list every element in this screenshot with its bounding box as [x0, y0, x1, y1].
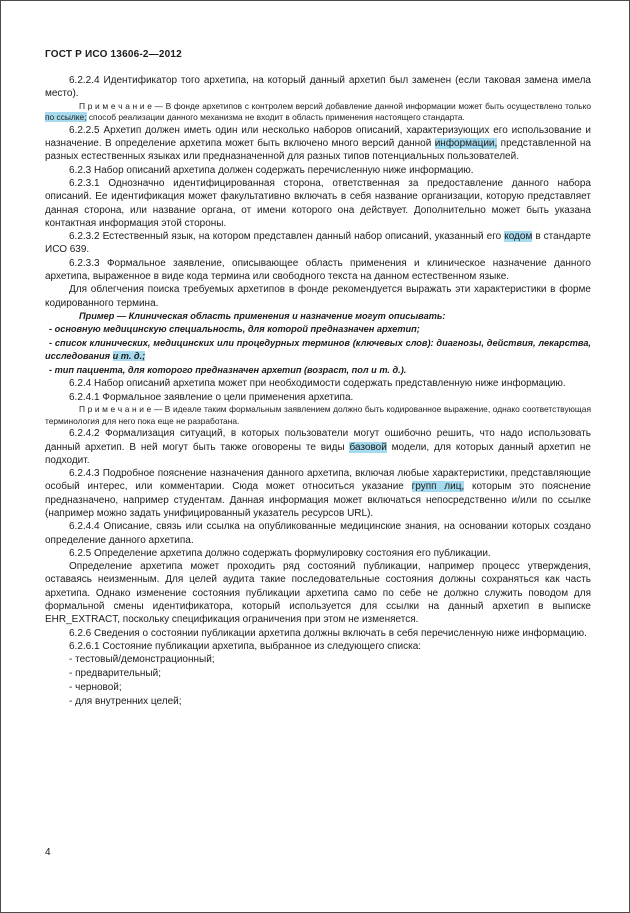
- text-segment: Пример — Клиническая область применения и назначение могут описывать:: [79, 310, 446, 321]
- para-6-2-4: [45, 377, 591, 390]
- text-segment: 6.2.3 Набор описаний архетипа должен содержать перечисленную ниже информацию.: [69, 164, 474, 176]
- text-segment: 6.2.4 Набор описаний архетипа может при необходимости содержать представленную ниже информацию.: [69, 378, 566, 390]
- text-segment: модели, для которых данный архетип не подходит.: [45, 441, 591, 466]
- text-segment: 6.2.4.2 Формализация ситуаций, в которых пользователи могут ошибочно решить, что надо использовать данный архетип. В ней могут быть также оговорены те виды: [45, 428, 591, 453]
- text-segment: - список клинических, медицинских или процедурных терминов (ключевых слов): диагнозы, действия, лекарства, исследования: [45, 337, 591, 362]
- text-segment: - основную медицинскую специальность, для которой предназначен архетип;: [49, 324, 420, 335]
- para-6-2-4-3: [45, 467, 591, 520]
- note-2: [45, 404, 591, 427]
- para-6-2-6-1: [45, 640, 591, 653]
- para-6-2-3-2: [45, 230, 591, 257]
- document-header: ГОСТ Р ИСО 13606-2—2012: [45, 49, 182, 60]
- text-segment: 6.2.4.4 Описание, связь или ссылка на опубликованные медицинские знания, на основании которых создано определение данного архетипа.: [45, 521, 591, 546]
- text-segment: - для внутренних целей;: [69, 695, 182, 707]
- list-item-internal: [45, 695, 591, 709]
- para-6-2-4-4: [45, 520, 591, 547]
- text-segment: - черновой;: [69, 681, 122, 693]
- para-6-2-3-3: [45, 257, 591, 284]
- example-item-1: [45, 323, 591, 337]
- text-segment: 6.2.4.3 Подробное пояснение назначения данного архетипа, включая любые характеристики, представляющие особый интерес, или комментарии. Сюда может относиться указание: [45, 468, 591, 493]
- para-6-2-5: [45, 547, 591, 560]
- highlighted-text: кодом: [504, 231, 533, 243]
- text-segment: 6.2.4.1 Формальное заявление о цели применения архетипа.: [69, 391, 354, 403]
- text-segment: - предварительный;: [69, 668, 161, 680]
- text-segment: - тестовый/демонстрационный;: [69, 654, 215, 666]
- para-6-2-6: [45, 627, 591, 640]
- text-segment: Для облегчения поиска требуемых архетипов в фонде рекомендуется выражать эти характеристики в форме кодированного термина.: [45, 284, 591, 309]
- document-content: [45, 74, 591, 708]
- para-6-2-2-5: [45, 124, 591, 164]
- para-search-recommendation: [45, 283, 591, 310]
- text-segment: 6.2.6.1 Состояние публикации архетипа, выбранное из следующего списка:: [69, 640, 422, 652]
- highlighted-text: групп лиц,: [411, 481, 465, 493]
- para-6-2-4-2: [45, 427, 591, 467]
- list-item-preliminary: [45, 667, 591, 681]
- highlighted-text: информации,: [434, 138, 498, 150]
- highlighted-text: по ссылке;: [45, 112, 87, 123]
- text-segment: которым это пояснение предназначено, например студентам. Данная информация может включаться непосредственно и/или по ссылке (например можно задать унифицированный указатель ресурсов URL).: [45, 481, 591, 519]
- text-segment: 6.2.5 Определение архетипа должно содержать формулировку состояния его публикации.: [69, 547, 491, 559]
- highlighted-text: и т. д.;: [112, 351, 146, 362]
- para-6-2-3: [45, 164, 591, 177]
- text-segment: Определение архетипа может проходить ряд состояний публикации, например процесс утверждения, оставаясь неизменным. Для целей аудита такие последовательные состояния должны сохраняться как часть архетипа. Однако изменение состояния публикации архетипа само по себе не должно служить поводом для формальной смены идентификатора, который используется для ссылки на данный архетип в выписке EHR_EXTRACT, поскольку спецификация ограничения при этом не изменяется.: [45, 561, 591, 626]
- example-title: [45, 310, 591, 324]
- text-segment: в стандарте ИСО 639.: [45, 231, 591, 256]
- text-segment: 6.2.3.1 Однозначно идентифицированная сторона, ответственная за предоставление данного набора описаний. Ее идентификация может факультативно включать в себя название организации, которую представляет данная сторона, или название органа, от имени которого она действует. Дополнительно может быть указана контактная информация этой стороны.: [45, 177, 591, 229]
- example-item-3: [45, 364, 591, 378]
- text-segment: 6.2.6 Сведения о состоянии публикации архетипа должны включать в себя перечисленную ниже информацию.: [69, 627, 587, 639]
- text-segment: 6.2.2.5 Архетип должен иметь один или несколько наборов описаний, характеризующих его использование и назначение. В определение архетипа может быть включено много версий данной: [45, 124, 591, 150]
- para-6-2-2-4: [45, 74, 591, 101]
- text-segment: 6.2.3.2 Естественный язык, на котором представлен данный набор описаний, указанный его: [69, 231, 505, 243]
- text-segment: П р и м е ч а н и е — В идеале таким формальным заявлением должно быть кодированное выражение, однако соответствующая терминология для него пока еще не разработана.: [45, 404, 591, 426]
- para-6-2-4-1: [45, 391, 591, 404]
- text-segment: представленной на разных естественных языках или предназначенной для разных типов потенциальных пользователей.: [45, 138, 591, 163]
- text-segment: 6.2.2.4 Идентификатор того архетипа, на который данный архетип был заменен (если таковая замена имела место).: [45, 75, 591, 100]
- text-segment: способ реализации данного механизма не входит в область применения настоящего стандарта.: [86, 112, 465, 123]
- text-segment: - тип пациента, для которого предназначен архетип (возраст, пол и т. д.).: [49, 364, 407, 375]
- example-item-2: [45, 337, 591, 364]
- text-segment: 6.2.3.3 Формальное заявление, описывающее область применения и клиническое назначение данного архетипа, выраженное в виде кода термина или свободного текста на данном естественном языке.: [45, 257, 591, 283]
- para-publication-states: [45, 560, 591, 626]
- page-number: 4: [45, 847, 51, 858]
- text-segment: П р и м е ч а н и е — В фонде архетипов с контролем версий добавление данной информации может быть осуществлено только: [79, 100, 591, 111]
- note-1: [45, 101, 591, 124]
- list-item-draft: [45, 681, 591, 695]
- list-item-test: [45, 653, 591, 667]
- para-6-2-3-1: [45, 177, 591, 230]
- highlighted-text: базовой: [349, 441, 387, 453]
